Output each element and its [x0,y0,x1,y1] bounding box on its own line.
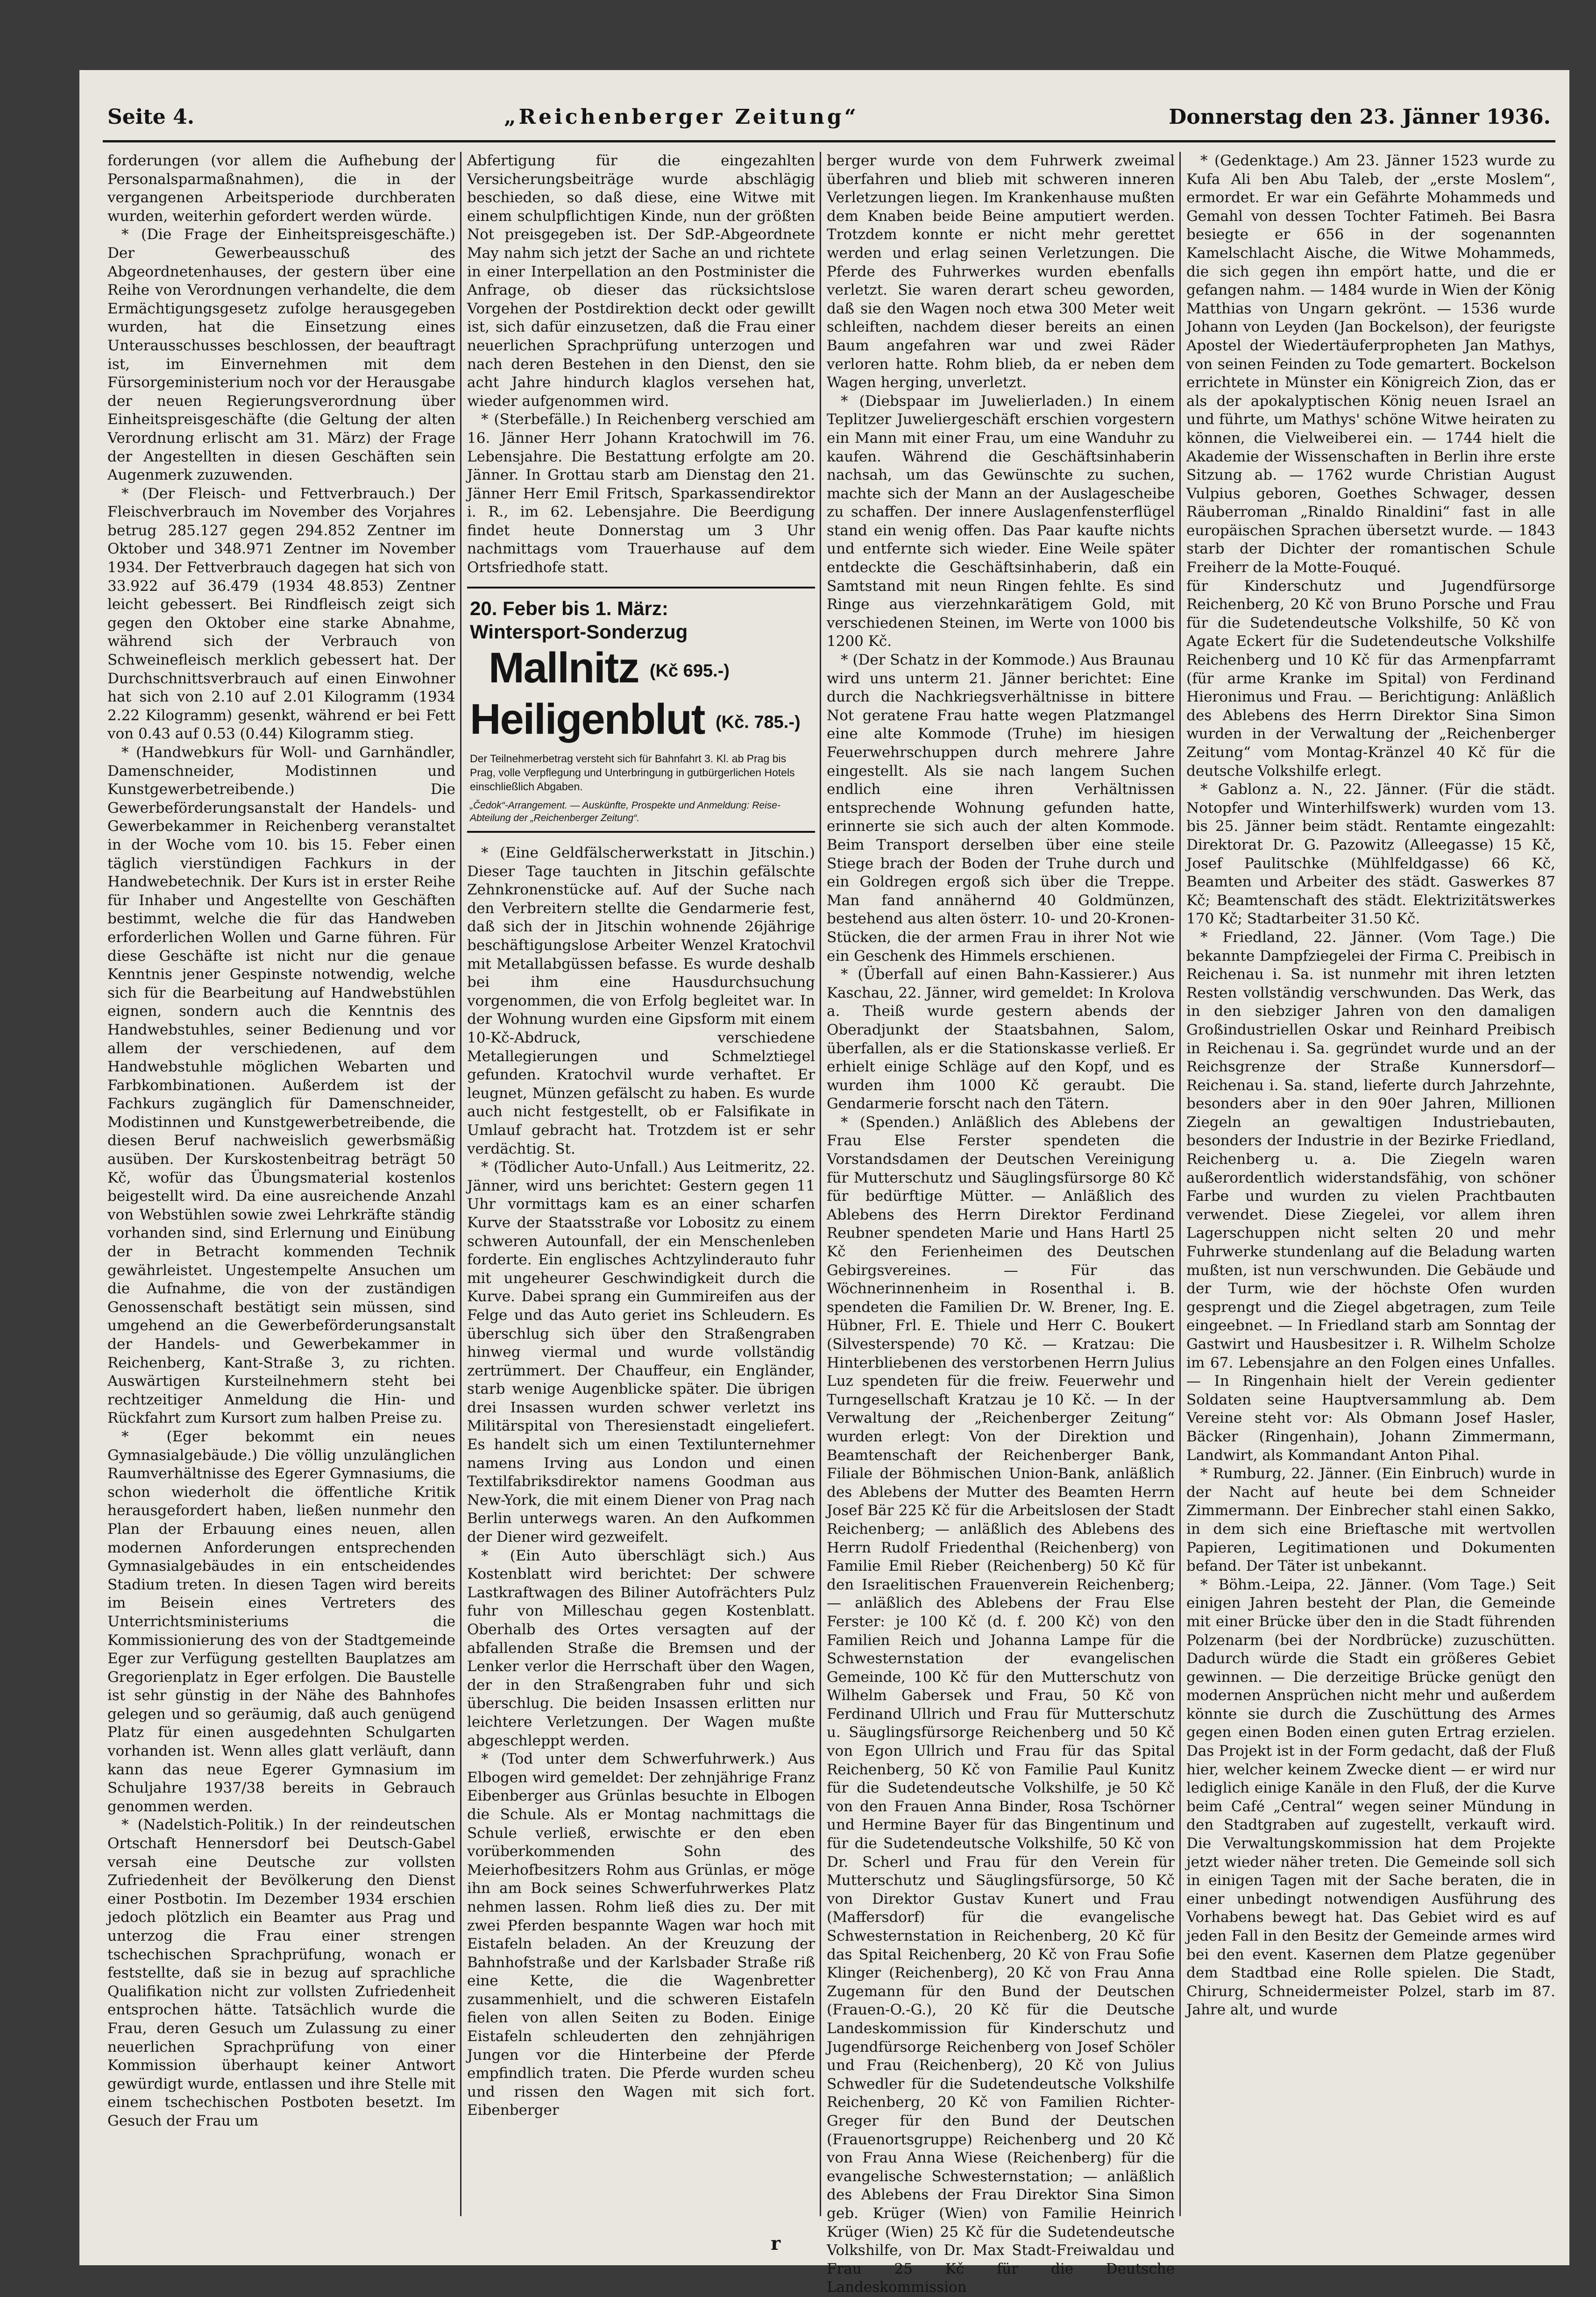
article-text: * (Tod unter dem Schwerfuhrwerk.) Aus Elbogen wird gemeldet: Der zehnjährige Franz Eibenberger aus Grünlas besuchte in Elbogen die Schule. Als er Montag nachmittags die Schule verließ, erwischte er den eben vorüberkommenden Sohn des Meierhofbesitzers Rohm aus Grünlas, er möge ihn am Bock seines Schwerfuhrwerkes Platz nehmen lassen. Rohm ließ dies zu. Der mit zwei Pferden bespannte Wagen war hoch mit Eistafeln beladen. An der Kreuzung der Bahnhofstraße und der Karlsbader Straße riß eine Kette, die die Wagenbretter zusammenhielt, und die schweren Eistafeln fielen von allen Seiten zu Boden. Einige Eistafeln schleuderten den zehnjährigen Jungen vor die Hinterbeine der Pferde empfindlich traten. Die Pferde wurden scheu und rissen den Wagen mit sich fort. Eibenberger [467,1751,815,2119]
article-text: * (Sterbefälle.) In Reichenberg verschied am 16. Jänner Herr Johann Kratochwill im 76. Lebensjahre. Die Bestattung erfolgte am 20. Jänner. In Grottau starb am Dienstag den 21. Jänner Herr Emil Fritsch, Sparkassendirektor i. R., im 62. Lebensjahre. Die Beerdigung findet heute Donnerstag um 3 Uhr nachmittags vom Trauerhause auf dem Ortsfriedhofe statt. [467,411,815,576]
ad-body: Der Teilnehmerbetrag versteht sich für Bahnfahrt 3. Kl. ab Prag bis Prag, volle Verpflegung und Unterbringung in gutbürgerlichen Hotels einschließlich Abgaben. [470,752,795,793]
article-text: * (Spenden.) Anläßlich des Ablebens der Frau Else Ferster spendeten die Vorstandsdamen der Deutschen Vereinigung für Mutterschutz und Säuglingsfürsorge 80 Kč für bedürftige Mütter. — Anläßlich des Ablebens des Herrn Direktor Ferdinand Reubner spendeten Marie und Hans Hartl 25 Kč den Ferienheimen des Deutschen Gebirgsvereines. — Für das Wöchnerinnenheim in Rosenthal i. B. spendeten die Familien Dr. W. Brener, Ing. E. Hübner, Frl. E. Thiele und Herr C. Boukert (Silvesterspende) 70 Kč. — Kratzau: Die Hinterbliebenen des verstorbenen Herrn Julius Luz spendeten für die freiw. Feuerwehr und Turngesellschaft Kratzau je 10 Kč. — In der Verwaltung der „Reichenberger Zeitung“ wurden erlegt: Von der Direktion und Beamtenschaft der Reichenberger Bank, Filiale der Böhmischen Union-Bank, anläßlich des Ablebens der Mutter des Beamten Herrn Josef Bär 225 Kč für die Arbeitslosen der Stadt Reichenberg; — anläßlich des Ablebens des Herrn Rudolf Friedenthal (Reichenberg) von Familie Emil Rieber (Reichenberg) 50 Kč für den Israelitischen Frauenverein Reichenberg; — anläßlich des Ablebens der Frau Else Ferster: je 100 Kč (d. f. 200 Kč) von den Familien Reich und Johanna Lampe für die Schwesternstation der evangelischen Gemeinde, 100 Kč für den Mutterschutz von Wilhelm Gabersek und Frau, 50 Kč von Ferdinand Ullrich und Frau für Mutterschutz u. Säuglingsfürsorge Reichenberg und 50 Kč von Egon Ullrich und Frau für das Spital Reichenberg, 50 Kč von Familie Paul Kunitz für die Sudetendeutsche Volkshilfe, je 50 Kč von den Frauen Anna Binder, Rosa Tschörner und Hermine Bayer für das Bingentinum und für die Sudetendeutsche Volkshilfe, 50 Kč von Dr. Scherl und Frau für den Verein für Mutterschutz und Säuglingsfürsorge, 50 Kč von Direktor Gustav Kunert und Frau (Maffersdorf) für die evangelische Schwesternstation in Reichenberg, 20 Kč für das Spital Reichenberg, 20 Kč von Frau Sofie Klinger (Reichenberg), 20 Kč von Frau Anna Zugemann für den Bund der Deutschen (Frauen-O.-G.), 20 Kč für die Deutsche Landeskommission für Kinderschutz und Jugendfürsorge Reichenberg von Josef Schöler und Frau (Reichenberg), 20 Kč von Julius Schwedler für die Sudetendeutsche Volkshilfe Reichenberg, 20 Kč von Familien Richter-Greger für den Bund der Deutschen (Frauenortsgruppe) Reichenberg und 20 Kč von Frau Anna Wiese (Reichenberg) für die evangelische Schwesternstation; — anläßlich des Ablebens der Frau Direktor Sina Simon geb. Krüger (Wien) von Familie Heinrich Krüger (Wien) 25 Kč für die Sudetendeutsche Volkshilfe, von Dr. Max Stadt-Freiwaldau und Frau 25 Kč für die Deutsche Landeskommission [827,1113,1175,2296]
article-text: * (Diebspaar im Juwelierladen.) In einem Teplitzer Juweliergeschäft erschien vorgestern ein Mann mit einer Frau, um eine Wanduhr zu kaufen. Während die Geschäftsinhaberin nachsah, um das Gewünschte zu suchen, machte sich der Mann an der Auslagescheibe zu schaffen. Der innere Auslagenfensterflügel stand ein wenig offen. Das Paar kaufte nichts und entfernte sich wieder. Eine Weile später entdeckte die Geschäftsinhaberin, daß ein Samtstand mit neun Ringen fehlte. Es sind Ringe aus vierzehnkarätigem Gold, mit verschiedenen Steinen, im Werte von 1000 bis 1200 Kč. [827,392,1175,650]
article-text: berger wurde von dem Fuhrwerk zweimal überfahren und blieb mit schweren inneren Verletzungen liegen. Im Krankenhause mußten dem Knaben beide Beine amputiert werden. Trotzdem konnte er nicht mehr gerettet werden und erlag seinen Verletzungen. Die Pferde des Fuhrwerkes wurden ebenfalls verletzt. Sie waren derart scheu geworden, daß sie den Wagen noch etwa 300 Meter weit schleiften, nachdem dieser bereits an einen Baum angefahren war und zwei Räder verloren hatte. Rohm blieb, da er neben dem Wagen herging, unverletzt. [827,152,1175,391]
ad-subheadline: Wintersport-Sonderzug [470,620,688,643]
ad-destination-heiligenblut: Heiligenblut (Kč. 785.-) [470,695,801,744]
column-3 [827,152,1175,2296]
ad-destination-mallnitz: Mallnitz (Kč 695.-) [489,644,730,692]
article-text: * (Die Frage der Einheitspreisgeschäfte.) Der Gewerbeausschuß des Abgeordnetenhauses, der gestern über eine Reihe von Verordnungen verhandelte, die dem Ermächtigungsgesetz zufolge herausgegeben wurden, hat die Einsetzung eines Unterausschusses beschlossen, der beauftragt ist, im Einvernehmen mit dem Fürsorgeministerium noch vor der Herausgabe der neuen Regierungsverordnung über Einheitspreisgeschäfte (die Geltung der alten Verordnung erlischt am 31. März) der Frage der Angestellten in diesen Geschäften sein Augenmerk zuzuwenden. [107,226,455,484]
advertisement [467,587,815,833]
ad-price: (Kč 695.-) [649,661,730,681]
header-rule [103,140,1555,142]
column-2 [467,152,815,2216]
article-text: * (Handwebkurs für Woll- und Garnhändler, Damenschneider, Modistinnen und Kunstgewerbetreibende.) Die Gewerbeförderungsanstalt der Handels- und Gewerbekammer in Reichenberg veranstaltet in der Woche vom 10. bis 15. Feber einen täglich vierstündigen Fachkurs in der Handwebetechnik. Der Kurs ist in erster Reihe für Inhaber und Angestellte von Geschäften bestimmt, welche die für das Handweben erforderlichen Wollen und Garne führen. Für diese Geschäfte ist nicht nur die genaue Kenntnis jener Gespinste notwendig, welche sich für die Bearbeitung auf Handwebstühlen eignen, sondern auch die Kenntnis des Handwebstuhles, seiner Bedienung und vor allem der verschiedenen, auf dem Handwebstuhle möglichen Webarten und Farbkombinationen. Außerdem ist der Fachkurs zugänglich für Damenschneider, Modistinnen und Kunstgewerbetreibende, die diesen Beruf nachweislich gewerbsmäßig ausüben. Der Kurskostenbeitrag beträgt 50 Kč, wofür das Übungsmaterial kostenlos beigestellt wird. Da eine ausreichende Anzahl von Webstühlen sowie zwei Lehrkräfte ständig vorhanden sind, sind Erlernung und Einübung der in Betracht kommenden Technik gewährleistet. Ungestempelte Ansuchen um die Aufnahme, die von der zuständigen Genossenschaft bestätigt sein müssen, sind umgehend an die Gewerbeförderungsanstalt der Handels- und Gewerbekammer in Reichenberg, Kant-Straße 3, zu richten. Auswärtigen Kursteilnehmern steht bei rechtzeitiger Anmeldung die Hin- und Rückfahrt zum Kursort zum halben Preise zu. [107,744,455,1427]
article-text: * (Der Fleisch- und Fettverbrauch.) Der Fleischverbrauch im November des Vorjahres betrug 285.127 gegen 294.852 Zentner im Oktober und 348.971 Zentner im November 1934. Der Fettverbrauch dagegen hat sich von 33.922 auf 36.479 (1934 48.853) Zentner leicht gebessert. Bei Rindfleisch zeigt sich gegen den Oktober eine starke Abnahme, während sich der Verbrauch von Schweinefleisch merklich gebessert hat. Der Durchschnittsverbrauch auf einen Einwohner hat sich von 2.10 auf 2.01 Kilogramm (1934 2.22 Kilogramm) gesenkt, während er bei Fett von 0.43 auf 0.53 (0.44) Kilogramm stieg. [107,485,455,743]
article-text: * (Überfall auf einen Bahn-Kassierer.) Aus Kaschau, 22. Jänner, wird gemeldet: In Krolova a. Theiß wurde gestern abends der Oberadjunkt der Staatsbahnen, Salom, überfallen, als er die Stationskasse verließ. Er erhielt einige Schläge auf den Kopf, und es wurden ihm 1000 Kč geraubt. Die Gendarmerie forscht nach den Tätern. [827,966,1175,1113]
column-1 [107,152,455,2216]
article-text: * (Tödlicher Auto-Unfall.) Aus Leitmeritz, 22. Jänner, wird uns berichtet: Gestern gegen 11 Uhr vormittags kam es an einer scharfen Kurve der Staatsstraße vor Lobositz zu einem schweren Autounfall, der ein Menschenleben forderte. Ein englisches Achtzylinderauto fuhr mit ungeheurer Geschwindigkeit durch die Kurve. Dabei sprang ein Gummireifen aus der Felge und das Auto geriet ins Schleudern. Es überschlug sich über den Straßengraben hinweg viermal und wurde vollständig zertrümmert. Der Chauffeur, ein Engländer, starb wenige Augenblicke später. Die übrigen drei Insassen wurden schwer verletzt ins Militärspital von Theresienstadt eingeliefert. Es handelt sich um einen Textilunternehmer namens Irving aus London und einen Textilfabriksdirektor namens Goodman aus New-York, die mit einem Diener von Prag nach Berlin unterwegs waren. An den Aufkommen der Diener wird gezweifelt. [467,1159,815,1546]
article-text: * Gablonz a. N., 22. Jänner. (Für die städt. Notopfer und Winterhilfswerk) wurden vom 13. bis 25. Jänner beim städt. Rentamte eingezahlt: Direktorat Dr. G. Pazowitz (Alleegasse) 15 Kč, Josef Paulitschke (Mühlfeldgasse) 66 Kč, Beamten und Arbeiter des städt. Gaswerkes 87 Kč; Beamtenschaft des städt. Elektrizitätswerkes 170 Kč; Stadtarbeiter 31.50 Kč. [1186,781,1555,928]
column-divider [820,152,821,2216]
article-text: forderungen (vor allem die Aufhebung der Personalsparmaßnahmen), die in der vergangenen Arbeitsperiode durchberaten wurden, weiterhin gefordert werden würde. [107,152,455,225]
article-text: Abfertigung für die eingezahlten Versicherungsbeiträge wurde abschlägig beschieden, so daß diese, eine Witwe mit einem schulpflichtigen Kinde, nun der größten Not preisgegeben ist. Der SdP.-Abgeordnete May nahm sich jetzt der Sache an und richtete in einer Interpellation an den Postminister die Anfrage, ob dieser das rücksichtslose Vorgehen der Postdirektion deckt oder gewillt ist, sich dafür einzusetzen, daß die Frau einer neuerlichen Sprachprüfung unterzogen und nach deren Bestehen in den Dienst, den sie acht Jahre hindurch klaglos versehen hat, wieder aufgenommen wird. [467,152,815,410]
article-text: * Rumburg, 22. Jänner. (Ein Einbruch) wurde in der Nacht auf heute bei dem Schneider Zimmermann. Der Einbrecher stahl einen Sakko, in dem sich eine Brieftasche mit wertvollen Papieren, Legitimationen und Dokumenten befand. Der Täter ist unbekannt. [1186,1465,1555,1575]
newspaper-page [79,70,1569,2296]
masthead: „Reichenberger Zeitung“ [504,105,859,129]
ad-price: (Kč. 785.-) [716,713,801,733]
page-number: Seite 4. [107,105,195,129]
article-text: * (Nadelstich-Politik.) In der reindeutschen Ortschaft Hennersdorf bei Deutsch-Gabel versah eine Deutsche zur vollsten Zufriedenheit der Bevölkerung den Dienst einer Postbotin. Im Dezember 1934 erschien jedoch plötzlich ein Beamter aus Prag und unterzog die Frau einer strengen tschechischen Sprachprüfung, wonach er feststellte, daß sie in bezug auf sprachliche Qualifikation nicht zur vollsten Zufriedenheit entsprochen hätte. Tatsächlich wurde die Frau, deren Gesuch um Zulassung zu einer neuerlichen Sprachprüfung von einer Kommission überhaupt keiner Antwort gewürdigt wurde, entlassen und ihre Stelle mit einem tschechischen Postboten besetzt. Im Gesuch der Frau um [107,1816,455,2129]
page-header [107,98,1551,135]
article-text: * (Gedenktage.) Am 23. Jänner 1523 wurde zu Kufa Ali ben Abu Taleb, der „erste Moslem“, ermordet. Er war ein Gefährte Mohammeds und Gemahl von dessen Tochter Fatimeh. Bei Basra besiegte er 656 in der sogenannten Kamelschlacht Aische, die Witwe Mohammeds, die sich gegen ihn empört hatte, und die er gefangen nahm. — 1484 wurde in Wien der König Matthias von Ungarn gekrönt. — 1536 wurde Johann von Leyden (Jan Bockelson), der feurigste Apostel der Wiedertäuferpropheten Jan Mathys, von seinen Feinden zu Tode gemartert. Bockelson errichtete in Münster ein Königreich Zion, das er als der apokalyptischen König neuen Israel an und führte, um Mathys' schöne Witwe heiraten zu können, die Vielweiberei ein. — 1744 hielt die Akademie der Wissenschaften in Berlin ihre erste Sitzung ab. — 1762 wurde Christian August Vulpius geboren, Goethes Schwager, dessen Räuberroman „Rinaldo Rinaldini“ fast in alle europäischen Sprachen übersetzt wurde. — 1843 starb der Dichter der romantischen Schule Freiherr de la Motte-Fouqué. [1186,152,1555,576]
ad-footer: „Čedok“-Arrangement. — Auskünfte, Prospekte und Anmeldung: Reise-Abteilung der „Reichenberger Zeitung“. [470,800,780,824]
article-text: * (Eine Geldfälscherwerkstatt in Jitschin.) Dieser Tage tauchten in Jitschin gefälschte Zehnkronenstücke auf. Auf der Suche nach den Verbreitern stellte die Gendarmerie fest, daß sich der in Jitschin wohnende 26jährige beschäftigungslose Arbeiter Wenzel Kratochvil mit Metallabgüssen befasse. Es wurde deshalb bei ihm eine Hausdurchsuchung vorgenommen, die von Erfolg begleitet war. In der Wohnung wurden eine Gipsform mit einem 10-Kč-Abdruck, verschiedene Metallegierungen und Schmelztiegel gefunden. Kratochvil wurde verhaftet. Er leugnet, Münzen gefälscht zu haben. Es wurde auch nicht festgestellt, ob er Falsifikate in Umlauf gebracht hat. Trotzdem ist er sehr verdächtig. St. [467,844,815,1157]
article-text: für Kinderschutz und Jugendfürsorge Reichenberg, 20 Kč von Bruno Porsche und Frau für die Sudetendeutsche Volkshilfe, 50 Kč von Agate Eckert für die Sudetendeutsche Volkshilfe Reichenberg und 10 Kč für das Armenpfarramt (für arme Kranke im Spital) von Ferdinand Hieronimus und Frau. — Berichtigung: Anläßlich des Ablebens des Herrn Direktor Sina Simon wurden in der Verwaltung der „Reichenberger Zeitung“ vom Montag-Kränzel 40 Kč für die deutsche Volkshilfe erlegt. [1186,577,1555,780]
footer-mark: r [771,2233,781,2254]
article-text: * (Eger bekommt ein neues Gymnasialgebäude.) Die völlig unzulänglichen Raumverhältnisse des Egerer Gymnasiums, die schon wiederholt die öffentliche Kritik herausgefordert haben, ließen nunmehr den Plan der Erbauung eines neuen, allen modernen Anforderungen entsprechenden Gymnasialgebäudes in ein entscheidendes Stadium treten. In diesen Tagen wird bereits im Beisein eines Vertreters des Unterrichtsministeriums die Kommissionierung des von der Stadtgemeinde Eger zur Verfügung gestellten Bauplatzes am Gregorienplatz in Eger erfolgen. Die Baustelle ist sehr günstig in der Nähe des Bahnhofes gelegen und so geräumig, daß auch genügend Platz für einen ausgedehnten Schulgarten vorhanden ist. Wenn alles glatt verläuft, dann kann das neue Egerer Gymnasium im Schuljahre 1937/38 bereits in Gebrauch genommen werden. [107,1428,455,1815]
article-text: * (Ein Auto überschlägt sich.) Aus Kostenblatt wird berichtet: Der schwere Lastkraftwagen des Biliner Autofrächters Pulz fuhr von Milleschau gegen Kostenblatt. Oberhalb des Ortes versagten auf der abfallenden Straße die Bremsen und der Lenker verlor die Herrschaft über den Wagen, der in den Straßengraben fuhr und sich überschlug. Die beiden Insassen erlitten nur leichtere Verletzungen. Der Wagen mußte abgeschleppt werden. [467,1547,815,1749]
column-4 [1186,152,1555,2216]
column-divider [1179,152,1181,2216]
issue-date: Donnerstag den 23. Jänner 1936. [1169,105,1551,129]
column-divider [460,152,461,2216]
ad-headline: 20. Feber bis 1. März: [470,597,668,619]
article-text: * Friedland, 22. Jänner. (Vom Tage.) Die bekannte Dampfziegelei der Firma C. Preibisch in Reichenau i. Sa. ist nunmehr mit ihren letzten Resten vollständig verschwunden. Das Werk, das in den siebziger Jahren von den damaligen Großindustriellen Oskar und Reinhard Preibisch in Reichenau i. Sa. gegründet wurde und an der Reichsgrenze der Straße Kunnersdorf—Reichenau i. Sa. stand, lieferte durch Jahrzehnte, besonders aber in den 90er Jahren, Millionen Ziegeln an gewaltigen Industriebauten, besonders der Industrie in der Bezirke Friedland, Reichenberg u. a. Die Ziegeln waren außerordentlich widerstandsfähig, von schöner Farbe und wurden zu vielen Prachtbauten verwendet. Diese Ziegelei, vor allem ihren Lagerschuppen nicht selten 20 und mehr Fuhrwerke stundenlang auf die Beladung warten mußten, ist nun verschwunden. Die Gebäude und der Turm, wie der höchste Ofen wurden gesprengt und die Ziegel abgetragen, zum Teile eingeebnet. — In Friedland starb am Sonntag der Gastwirt und Hausbesitzer i. R. Wilhelm Scholze im 67. Lebensjahre an den Folgen eines Unfalles. — In Ringenhain hielt der Verein gedienter Soldaten seine Hauptversammlung ab. Dem Vereine steht vor: Als Obmann Josef Hasler, Bäcker (Ringenhain), Johann Zimmermann, Landwirt, als Kommandant Anton Pihal. [1186,929,1555,1464]
article-text: * Böhm.-Leipa, 22. Jänner. (Vom Tage.) Seit einigen Jahren besteht der Plan, die Gemeinde mit einer Brücke über den in die Stadt führenden Polzenarm (bei der Nordbrücke) zuzuschütten. Dadurch würde die Stadt ein größeres Gebiet gewinnen. — Die derzeitige Brücke genügt den modernen Ansprüchen nicht mehr und außerdem könnte sie durch die Zuschüttung des Armes gegen einen Boden einen guten Ertrag erzielen. Das Projekt ist in der Form gedacht, daß der Fluß hier, welcher keinem Zwecke dient — er wird nur lediglich einige Kanäle in den Fluß, der die Kurve beim Café „Central“ wegen seiner Mündung in den Stadtgraben auf zugestellt, verkauft wird. Die Verwaltungskommission hat dem Projekte jetzt wieder näher treten. Die Gemeinde soll sich in einigen Tagen mit der Sache beraten, die in einer unbedingt notwendigen Ausführung des Vorhabens bewegt hat. Das Gebiet wird es auf jeden Fall in den Besitz der Gemeinde armes wird bei den event. Kasernen dem Platze gegenüber dem Stadtbad eine Rolle spielen. Die Stadt, Chirurg, Schneidermeister Polzel, starb im 87. Jahre alt, und wurde [1186,1576,1555,2019]
article-text: * (Der Schatz in der Kommode.) Aus Braunau wird uns unterm 21. Jänner berichtet: Eine durch die Nachkriegsverhältnisse in bittere Not geratene Frau hatte wegen Platzmangel eine alte Kommode (Truhe) im hiesigen Feuerwehrschuppen durch mehrere Jahre eingestellt. Als sie nach langem Suchen endlich eine ihren Verhältnissen entsprechende Wohnung gefunden hatte, erinnerte sie sich auch der alten Kommode. Beim Transport derselben über eine steile Stiege brach der Boden der Truhe durch und ein Goldregen ergoß sich über die Treppe. Man fand annähernd 40 Goldmünzen, bestehend aus alten österr. 10- und 20-Kronen-Stücken, die der armen Frau in ihrer Not wie ein Geschenk des Himmels erschienen. [827,652,1175,964]
